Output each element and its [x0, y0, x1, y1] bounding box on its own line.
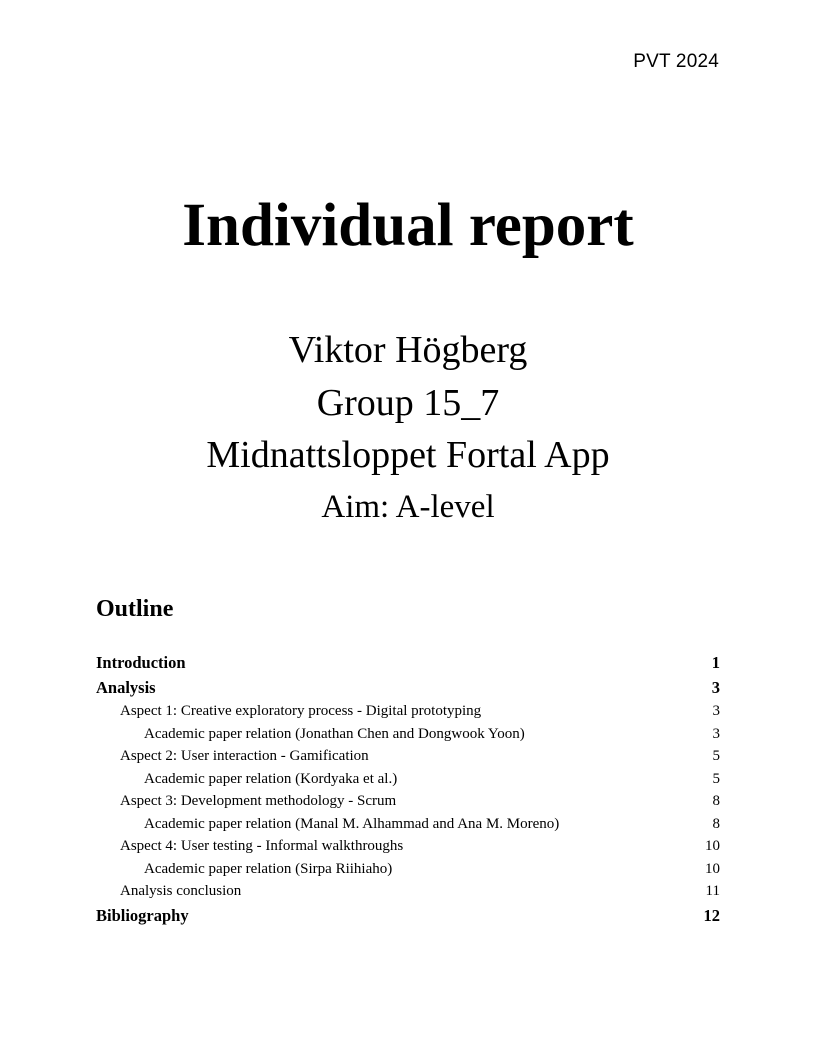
toc-entry-label: Academic paper relation (Sirpa Riihiaho) [144, 860, 393, 877]
toc-entry-page: 3 [711, 678, 720, 697]
toc-entry-label: Academic paper relation (Manal M. Alhammad and Ana M. Moreno) [144, 815, 560, 832]
toc-entry-label: Academic paper relation (Jonathan Chen and Dongwook Yoon) [144, 725, 525, 742]
toc-entry-aspect-1-paper[interactable] [96, 723, 720, 746]
toc-entry-label: Aspect 1: Creative exploratory process - Digital prototyping [120, 703, 482, 719]
toc-entry-page: 8 [712, 815, 720, 832]
toc-entry-analysis[interactable] [96, 675, 720, 700]
toc-entry-page: 1 [711, 653, 720, 672]
toc-entry-label: Academic paper relation (Kordyaka et al.) [144, 770, 398, 787]
toc-entry-aspect-2[interactable] [96, 745, 720, 768]
toc-entry-label: Aspect 4: User testing - Informal walkthroughs [120, 838, 404, 854]
toc-entry-label: Analysis [96, 678, 156, 697]
aim-level: Aim: A-level [321, 489, 495, 525]
toc-entry-page: 10 [705, 860, 720, 877]
toc-entry-aspect-1[interactable] [96, 700, 720, 723]
toc-entry-label: Analysis conclusion [120, 883, 242, 899]
outline-heading: Outline [96, 596, 174, 622]
toc-entry-aspect-4[interactable] [96, 835, 720, 858]
toc-entry-label: Aspect 2: User interaction - Gamification [120, 748, 369, 764]
toc-entry-label: Aspect 3: Development methodology - Scrum [120, 793, 397, 809]
group-id: Group 15_7 [316, 382, 500, 424]
toc-entry-page: 10 [705, 838, 720, 854]
project-name: Midnattsloppet Fortal App [206, 434, 610, 476]
toc-entry-page: 8 [712, 793, 720, 809]
toc-entry-aspect-2-paper[interactable] [96, 768, 720, 791]
toc-entry-page: 5 [712, 770, 720, 787]
toc-entry-label: Introduction [96, 653, 186, 672]
toc-entry-page: 3 [712, 703, 720, 719]
toc-entry-label: Bibliography [96, 905, 189, 925]
toc-entry-page: 3 [712, 725, 720, 742]
toc-entry-analysis-conclusion[interactable] [96, 880, 720, 903]
report-title: Individual report [182, 192, 634, 259]
table-of-contents [96, 650, 720, 928]
author-name: Viktor Högberg [288, 329, 528, 371]
toc-entry-aspect-3-paper[interactable] [96, 813, 720, 836]
toc-entry-aspect-4-paper[interactable] [96, 858, 720, 881]
toc-entry-page: 5 [712, 748, 720, 764]
toc-entry-aspect-3[interactable] [96, 790, 720, 813]
toc-entry-page: 11 [705, 883, 720, 899]
header-tag: PVT 2024 [633, 51, 719, 72]
toc-entry-introduction[interactable] [96, 650, 720, 675]
toc-entry-bibliography[interactable] [96, 903, 720, 928]
toc-entry-page: 12 [703, 905, 720, 925]
